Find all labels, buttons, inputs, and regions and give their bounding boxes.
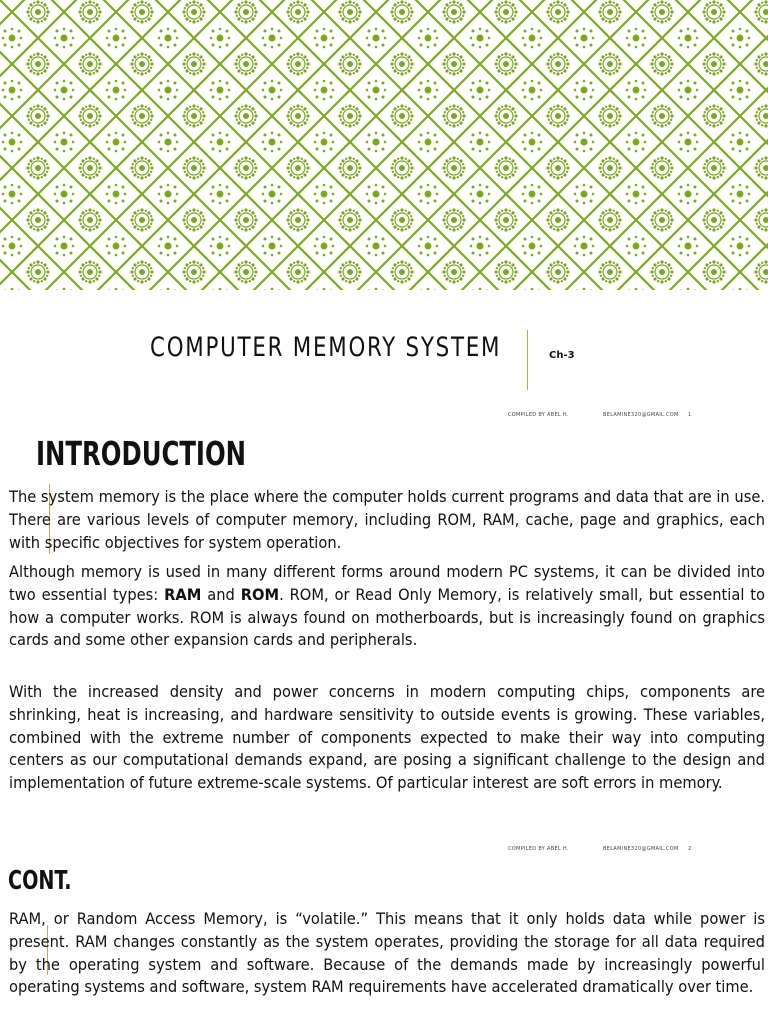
title-divider [527,330,528,390]
footer-email: BELAMINE320@GMAIL.COM [603,846,679,852]
section-heading-introduction: INTRODUCTION [36,434,247,473]
footer-author: COMPILED BY ABEL H. [508,846,569,852]
decorative-pattern-banner [0,0,768,290]
chapter-label: Ch-3 [549,350,575,361]
intro-paragraph-3: With the increased density and power concerns in modern computing chips, components are shrinking, heat is increasing, and hardware sensitivity to outside events is growing. These variables, combined with the extreme number of components expected to make their way into computing centers as our computational demands expand, are posing a significant challenge to the design and implementation of future extreme-scale systems. Of particular interest are soft errors in memory. [9,682,765,793]
footer-email: BELAMINE320@GMAIL.COM [603,412,679,418]
footer-page-number: 1 [688,412,692,418]
rom-term: ROM [240,584,280,604]
slide-title-text: COMPUTER MEMORY SYSTEM [150,332,502,363]
intro-paragraph-2 [9,561,765,652]
intro-paragraph-2-and: and [201,584,241,604]
footer-author: COMPILED BY ABEL H. [508,412,569,418]
slide-title [150,332,501,363]
ram-term: RAM [164,584,202,604]
section-heading-cont: CONT. [8,866,72,896]
title-slide [0,290,768,418]
footer-page-number: 2 [688,846,692,852]
cont-paragraph-1: RAM, or Random Access Memory, is “volatile.” This means that it only holds data while power is present. RAM changes constantly as the system operates, providing the storage for all data required by the operating system and software. Because of the demands made by increasingly powerful operating systems and software, system RAM requirements have accelerated dramatically over time. [9,909,765,997]
intro-paragraph-1: The system memory is the place where the computer holds current programs and data that are in use. There are various levels of computer memory, including ROM, RAM, cache, page and graphics, each with specific objectives for system operation. [9,487,765,552]
intro-paragraph-2-text-b: . ROM, or Read Only Memory, is relatively small, but essential to how a computer works. ROM is always found on motherboards, but is increasingly found on graphics cards and some other expansion cards and peripherals. [9,584,766,650]
intro-paragraph-2-text-a: Although memory is used in many different forms around modern PC systems, it can be divided into two essential types: [9,562,765,604]
